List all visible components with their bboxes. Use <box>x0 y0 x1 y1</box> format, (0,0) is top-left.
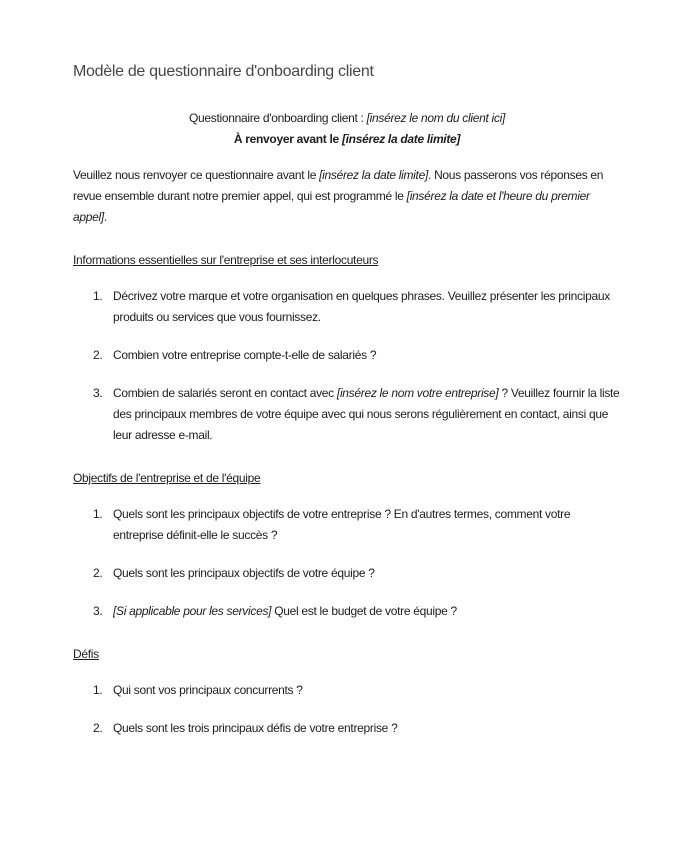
question-list <box>73 504 621 622</box>
question-text: Décrivez votre marque et votre organisation en quelques phrases. Veuillez présenter les principaux produits ou services que vous fournissez. <box>113 289 610 324</box>
question-text <box>113 383 621 446</box>
question-item <box>73 504 621 546</box>
question-number: 2. <box>93 348 103 362</box>
subtitle-line-1 <box>73 108 621 129</box>
question-text: Combien votre entreprise compte-t-elle de salariés ? <box>113 348 377 362</box>
company-name-placeholder: [insérez le nom votre entreprise] <box>336 386 499 400</box>
question-number: 2. <box>93 721 103 735</box>
subtitle-line-1-text: Questionnaire d'onboarding client : <box>188 111 367 125</box>
question-number: 1. <box>93 507 103 521</box>
question-text: Quels sont les principaux objectifs de votre entreprise ? En d'autres termes, comment votre entreprise définit-elle le succès ? <box>113 507 571 542</box>
question-item <box>73 718 621 739</box>
question-text-post: Quel est le budget de votre équipe ? <box>271 604 457 618</box>
question-number: 2. <box>93 566 103 580</box>
question-text-post: ? Veuillez fournir la liste des principaux membres de votre équipe avec qui nous serons régulièrement en contact, ainsi que leur adresse e-mail. <box>113 386 620 442</box>
section-heading-essential-info: Informations essentielles sur l'entreprise et ses interlocuteurs <box>73 253 379 267</box>
intro-text-1: Veuillez nous renvoyer ce questionnaire avant le <box>73 168 320 182</box>
question-text: Quels sont les trois principaux défis de votre entreprise ? <box>113 721 398 735</box>
document-subtitle <box>73 108 621 150</box>
question-number: 3. <box>93 604 103 618</box>
question-text-pre: Combien de salariés seront en contact avec <box>113 386 337 400</box>
question-text: Qui sont vos principaux concurrents ? <box>113 683 303 697</box>
services-conditional-placeholder: [Si applicable pour les services] <box>113 604 272 618</box>
question-item <box>73 601 621 622</box>
question-item <box>73 563 621 584</box>
intro-paragraph <box>73 165 621 228</box>
deadline-placeholder: [insérez la date limite] <box>341 132 461 146</box>
intro-text-3: . <box>103 210 107 224</box>
subtitle-line-2 <box>73 129 621 150</box>
client-name-placeholder: [insérez le nom du client ici] <box>366 111 506 125</box>
question-text <box>113 601 621 622</box>
question-item <box>73 680 621 701</box>
question-number: 1. <box>93 683 103 697</box>
call-datetime-placeholder: [insérez la date et l'heure du premier appel] <box>73 189 590 224</box>
question-number: 3. <box>93 386 103 400</box>
section-heading-challenges: Défis <box>73 647 99 661</box>
subtitle-line-2-text: À renvoyer avant le <box>233 132 342 146</box>
section-challenges <box>73 644 621 739</box>
question-item <box>73 286 621 328</box>
question-list <box>73 680 621 739</box>
document-title: Modèle de questionnaire d'onboarding client <box>73 63 374 80</box>
question-number: 1. <box>93 289 103 303</box>
question-list <box>73 286 621 446</box>
section-objectives <box>73 468 621 622</box>
question-item <box>73 345 621 366</box>
section-heading-objectives: Objectifs de l'entreprise et de l'équipe <box>73 471 261 485</box>
intro-text-2: . Nous passerons vos réponses en revue ensemble durant notre premier appel, qui est programmé le <box>73 168 604 203</box>
question-item <box>73 383 621 446</box>
deadline-placeholder-2: [insérez la date limite] <box>319 168 428 182</box>
section-essential-info <box>73 250 621 446</box>
question-text: Quels sont les principaux objectifs de votre équipe ? <box>113 566 375 580</box>
